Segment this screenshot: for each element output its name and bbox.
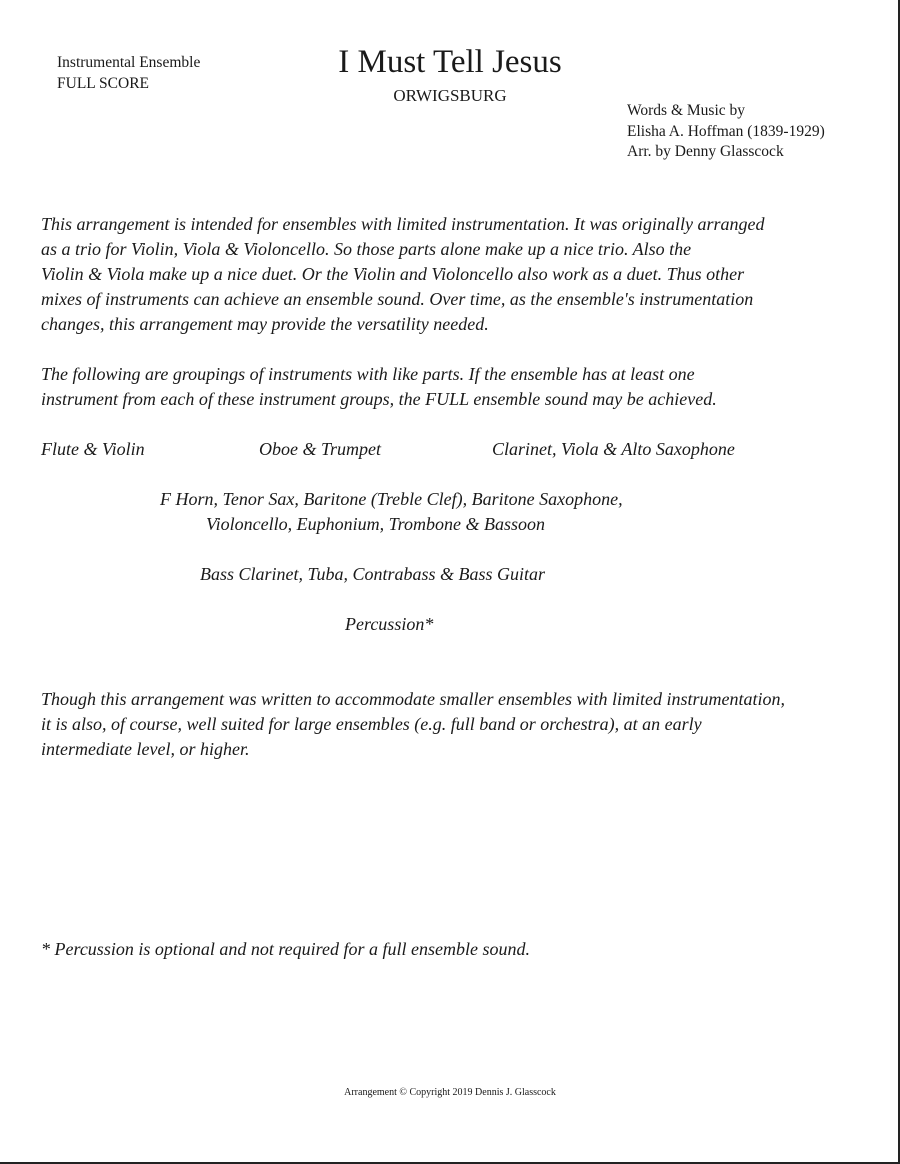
text-line: The following are groupings of instruments with like parts. If the ensemble has at least one — [41, 364, 695, 384]
page-title: I Must Tell Jesus — [338, 44, 562, 80]
group-horn-line2: Violoncello, Euphonium, Trombone & Bassoon — [206, 514, 545, 534]
credit-composer: Elisha A. Hoffman (1839-1929) — [627, 122, 825, 140]
text-line: changes, this arrangement may provide the versatility needed. — [41, 314, 489, 334]
group-oboe-trumpet: Oboe & Trumpet — [259, 439, 382, 459]
text-line: Violin & Viola make up a nice duet. Or the Violin and Violoncello also work as a duet. Thus other — [41, 264, 745, 284]
credits — [627, 101, 825, 163]
intro-paragraph — [41, 212, 764, 337]
group-percussion: Percussion* — [345, 614, 434, 634]
text-line: it is also, of course, well suited for large ensembles (e.g. full band or orchestra), at an early — [41, 714, 702, 734]
tune-name: ORWIGSBURG — [393, 86, 507, 105]
credit-arranger: Arr. by Denny Glasscock — [627, 143, 784, 160]
text-line: Though this arrangement was written to accommodate smaller ensembles with limited instrumentation, — [41, 689, 785, 709]
closing-paragraph — [41, 687, 785, 762]
text-line: intermediate level, or higher. — [41, 739, 250, 759]
group-horn-line1: F Horn, Tenor Sax, Baritone (Treble Clef), Baritone Saxophone, — [160, 489, 623, 509]
text-line: as a trio for Violin, Viola & Violoncello. So those parts alone make up a nice trio. Also the — [41, 239, 692, 259]
ensemble-type: Instrumental Ensemble — [57, 54, 201, 71]
group-bass: Bass Clarinet, Tuba, Contrabass & Bass Guitar — [200, 564, 546, 584]
text-line: This arrangement is intended for ensembles with limited instrumentation. It was originally arranged — [41, 214, 765, 234]
groupings-paragraph — [41, 362, 717, 412]
group-flute-violin: Flute & Violin — [41, 439, 145, 459]
credit-words-music: Words & Music by — [627, 102, 746, 119]
copyright-notice: Arrangement © Copyright 2019 Dennis J. Glasscock — [344, 1087, 556, 1098]
text-line: instrument from each of these instrument groups, the FULL ensemble sound may be achieved. — [41, 389, 717, 409]
percussion-footnote: * Percussion is optional and not required for a full ensemble sound. — [41, 939, 530, 959]
group-clarinet-viola-alto-sax: Clarinet, Viola & Alto Saxophone — [492, 439, 735, 459]
score-type: FULL SCORE — [57, 75, 150, 92]
text-line: mixes of instruments can achieve an ensemble sound. Over time, as the ensemble's instrumentation — [41, 289, 754, 309]
